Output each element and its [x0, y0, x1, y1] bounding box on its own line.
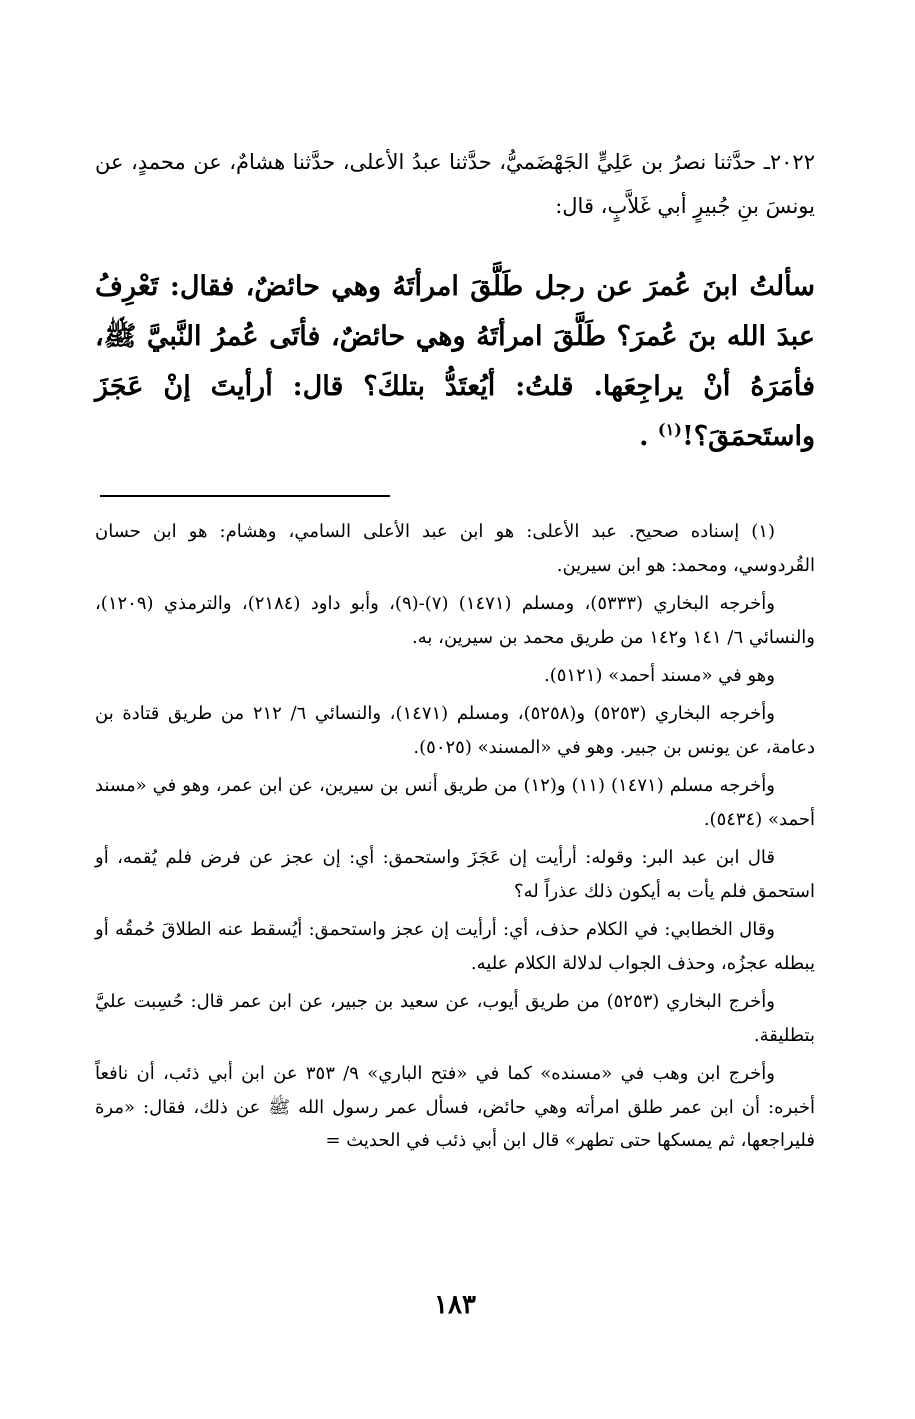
matn-paragraph — [95, 262, 815, 462]
footnote-paragraph: وأخرج البخاري (٥٢٥٣) من طريق أيوب، عن سعيد بن جبير، عن ابن عمر قال: حُسِبت عليَّ بتطليقة. — [95, 991, 815, 1046]
footnote-paragraph: (١) إسناده صحيح. عبد الأعلى: هو ابن عبد الأعلى السامي، وهشام: هو ابن حسان القُردوسي، ومحمد: هو ابن سيرين. — [95, 521, 815, 576]
footnote-separator — [100, 495, 390, 497]
footnotes — [95, 515, 815, 1163]
matn-text: سألتُ ابنَ عُمرَ عن رجل طَلَّقَ امرأتَهُ وهي حائضٌ، فقال: تَعْرِفُ عبدَ الله بنَ عُمرَ؟ طَلَّقَ امرأتَهُ وهي حائضٌ، فأتَى عُمرُ النَّبيَّ ﷺ، فأمَرَهُ أنْ يراجِعَها. قلتُ: أيُعتَدُّ بتلكَ؟ قال: أرأيتَ إنْ عَجَزَ واستَحمَقَ؟! — [95, 271, 815, 452]
footnote-paragraph: وهو في «مسند أحمد» (٥١٢١). — [543, 664, 775, 686]
footnote-paragraph: قال ابن عبد البر: وقوله: أرأيت إن عَجَزَ واستحمق: أي: إن عجز عن فرض فلم يُقمه، أو استحمق فلم يأت به أيكون ذلك عذراً له؟ — [95, 847, 815, 902]
matn-end: . — [639, 421, 649, 452]
footnote-paragraph: وأخرجه مسلم (١٤٧١) (١١) و(١٢) من طريق أنس بن سيرين، عن ابن عمر، وهو في «مسند أحمد» (٥٤٣٤). — [95, 775, 815, 830]
footnote-paragraph: وأخرج ابن وهب في «مسنده» كما في «فتح الباري» ٩/ ٣٥٣ عن ابن أبي ذئب، أن نافعاً أخبره: أن ابن عمر طلق امرأته وهي حائض، فسأل عمر رسول الله ﷺ عن ذلك، فقال: «مرة فليراجعها، ثم يمسكها حتى تطهر» قال ابن أبي ذئب في الحديث = — [95, 1063, 815, 1152]
footnote-paragraph: وأخرجه البخاري (٥٣٣٣)، ومسلم (١٤٧١) (٧)-(٩)، وأبو داود (٢١٨٤)، والترمذي (١٢٠٩)، والنسائي ٦/ ١٤١ و١٤٢ من طريق محمد بن سيرين، به. — [95, 592, 815, 648]
book-page — [95, 0, 815, 1419]
footnote-paragraph: وأخرجه البخاري (٥٢٥٣) و(٥٢٥٨)، ومسلم (١٤٧١)، والنسائي ٦/ ٢١٢ من طريق قتادة بن دعامة، عن يونس بن جبير. وهو في «المسند» (٥٠٢٥). — [95, 703, 815, 758]
hadith-matn — [95, 262, 815, 462]
page-number: ١٨٣ — [434, 1290, 476, 1320]
footnote-reference: (١) — [657, 420, 682, 439]
hadith-isnad — [95, 140, 815, 228]
isnad-text: ٢٠٢٢ـ حدَّثنا نصرُ بن عَلِيٍّ الجَهْضَميُّ، حدَّثنا عبدُ الأعلى، حدَّثنا هشامٌ، عن محمدٍ، عن يونسَ بنِ جُبيرٍ أبي غَلاَّبٍ، قال: — [95, 150, 815, 218]
footnote-paragraph: وقال الخطابي: في الكلام حذف، أي: أرأيت إن عجز واستحمق: أيُسقط عنه الطلاقَ حُمقُه أو يبطله عجزُه، وحذف الجواب لدلالة الكلام عليه. — [95, 919, 815, 974]
